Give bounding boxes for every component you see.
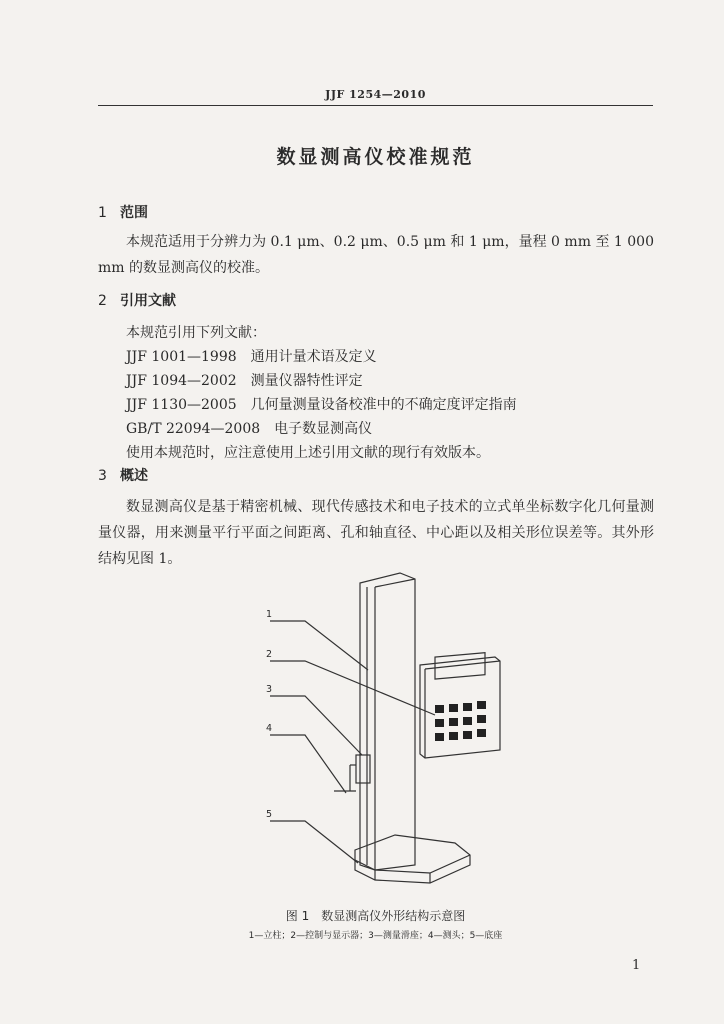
callout-3: 3 [266,684,273,695]
section-1-heading [98,202,148,222]
callout-4: 4 [266,723,273,734]
header-rule [98,105,653,106]
references-note: 使用本规范时，应注意使用上述引用文献的现行有效版本。 [126,445,490,461]
page-number: 1 [632,958,641,973]
figure-caption: 图 1 数显测高仪外形结构示意图 [285,909,466,923]
height-gauge-drawing [230,565,530,895]
section-3-paragraph: 数显测高仪是基于精密机械、现代传感技术和电子技术的立式单坐标数字化几何量测量仪器，用来测量平行平面之间距离、孔和轴直径、中心距以及相关形位误差等。其外形结构见图 1。 [98,499,654,567]
section-2-number: 2 [98,293,107,309]
reference-item: JJF 1001—1998 通用计量术语及定义 [126,349,377,365]
callout-1: 1 [266,609,273,620]
section-1-title: 范围 [120,205,148,221]
section-1-paragraph: 本规范适用于分辨力为 0.1 μm、0.2 μm、0.5 μm 和 1 μm，量程 0 mm 至 1 000 mm 的数显测高仪的校准。 [98,234,654,276]
section-2-heading [98,290,176,310]
reference-item: JJF 1130—2005 几何量测量设备校准中的不确定度评定指南 [126,397,517,413]
reference-item: GB/T 22094—2008 电子数显测高仪 [126,421,373,437]
standard-code-header: JJF 1254—2010 [325,88,426,101]
callout-5: 5 [266,809,273,820]
figure-legend: 1—立柱；2—控制与显示器；3—测量滑座；4—测头；5—底座 [248,931,503,941]
section-2-title: 引用文献 [120,293,176,309]
reference-item: JJF 1094—2002 测量仪器特性评定 [126,373,363,389]
section-3-number: 3 [98,468,107,484]
page-title: 数显测高仪校准规范 [276,146,475,168]
references-intro: 本规范引用下列文献： [126,325,266,341]
height-gauge-figure [230,565,530,895]
section-3-title: 概述 [120,468,148,484]
section-1-number: 1 [98,205,107,221]
callout-2: 2 [266,649,273,660]
section-3-heading [98,465,148,485]
